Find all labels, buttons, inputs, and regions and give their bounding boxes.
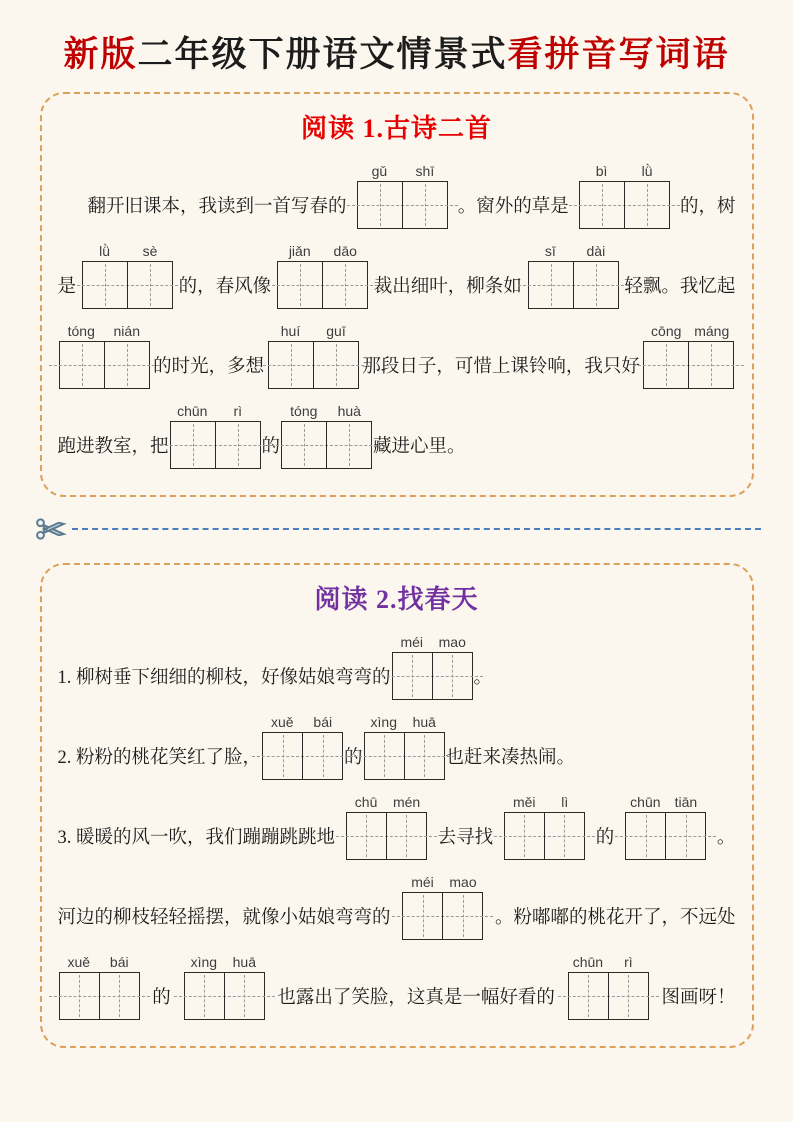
pinyin-syllable: huā [412, 714, 436, 730]
pinyin-syllable: rì [233, 403, 243, 419]
writing-cell [269, 342, 313, 388]
sentence-text: 的，春风像 [178, 277, 272, 297]
sentence-text: 也赶来凑热闹。 [445, 748, 576, 768]
pinyin-writing-box [402, 874, 483, 940]
writing-grid [184, 972, 265, 1020]
writing-cell [326, 422, 371, 468]
pinyin-writing-box [528, 243, 619, 309]
pinyin-label-row [59, 954, 140, 970]
sentence-text: 的 [261, 437, 281, 457]
pinyin-label-row [268, 323, 359, 339]
pinyin-syllable: dāo [333, 243, 357, 259]
writing-cell [278, 262, 322, 308]
pinyin-syllable: xìng [370, 714, 398, 730]
writing-cell [544, 813, 584, 859]
worksheet-line [58, 163, 736, 229]
sentence-text: 1. 柳树垂下细细的柳枝，好像姑娘弯弯的 [57, 668, 391, 688]
writing-cell [580, 182, 624, 228]
sentence-text: 的，树 [679, 197, 736, 217]
writing-cell [573, 262, 618, 308]
pinyin-syllable: xìng [190, 954, 218, 970]
writing-grid [281, 421, 372, 469]
worksheet-line [58, 954, 736, 1020]
section-2-title: 阅读 2.找春天 [314, 585, 479, 614]
pinyin-label-row [277, 243, 368, 259]
writing-cell [358, 182, 402, 228]
writing-cell [365, 733, 404, 779]
writing-cell [404, 733, 444, 779]
section-1-title: 阅读 1.古诗二首 [300, 114, 492, 143]
writing-cell [60, 973, 99, 1019]
sentence-text: 3. 暖暖的风一吹，我们蹦蹦跳跳地 [57, 828, 336, 848]
pinyin-writing-box [59, 323, 150, 389]
writing-grid [528, 261, 619, 309]
pinyin-label-row [364, 714, 445, 730]
writing-cell [688, 342, 733, 388]
writing-grid [364, 732, 445, 780]
pinyin-syllable: nián [113, 323, 140, 339]
pinyin-syllable: chūn [572, 954, 604, 970]
writing-grid [568, 972, 649, 1020]
pinyin-syllable: méi [411, 874, 434, 890]
sentence-text: 的 [595, 828, 615, 848]
pinyin-syllable: chū [354, 794, 378, 810]
writing-grid [402, 892, 483, 940]
pinyin-label-row [82, 243, 173, 259]
sentence-text: 2. 粉粉的桃花笑红了脸， [57, 748, 262, 768]
pinyin-syllable: bái [109, 954, 129, 970]
pinyin-syllable: lǜ [641, 163, 653, 179]
pinyin-label-row [402, 874, 483, 890]
pinyin-syllable: xuě [67, 954, 91, 970]
pinyin-writing-box [268, 323, 359, 389]
writing-cell [282, 422, 326, 468]
writing-cell [665, 813, 705, 859]
pinyin-syllable: gǔ [371, 163, 388, 179]
sentence-text: 藏进心里。 [373, 437, 466, 457]
writing-cell [185, 973, 224, 1019]
sentence-text: 也露出了笑脸，这真是一幅好看的 [277, 988, 555, 1008]
pinyin-writing-box [643, 323, 734, 389]
pinyin-writing-box [364, 714, 445, 780]
sentence-text: 裁出细叶，柳条如 [373, 277, 522, 297]
writing-cell [347, 813, 386, 859]
pinyin-syllable: chūn [177, 403, 208, 419]
pinyin-syllable: chūn [630, 794, 661, 810]
title-part-new-edition: 新版 [63, 35, 138, 74]
writing-cell [127, 262, 172, 308]
writing-cell [83, 262, 127, 308]
page-title [0, 0, 793, 76]
sentence-text: 。 [716, 828, 736, 848]
pinyin-syllable: máng [694, 323, 730, 339]
pinyin-syllable: tóng [67, 323, 95, 339]
writing-grid [82, 261, 173, 309]
pinyin-label-row [357, 163, 448, 179]
worksheet-line [57, 714, 736, 780]
pinyin-writing-box [82, 243, 173, 309]
writing-cell [569, 973, 608, 1019]
writing-cell [302, 733, 342, 779]
pinyin-syllable: mén [392, 794, 421, 810]
pinyin-syllable: bái [313, 714, 333, 730]
writing-cell [263, 733, 302, 779]
pinyin-label-row [346, 794, 427, 810]
pinyin-syllable: tiān [674, 794, 698, 810]
sentence-text: 轻飘。我忆起 [624, 277, 736, 297]
writing-grid [170, 421, 261, 469]
pinyin-syllable: sī [544, 243, 556, 259]
pinyin-syllable: mao [449, 874, 477, 890]
writing-grid [357, 181, 448, 229]
sentence-text: 跑进教室，把 [57, 437, 169, 457]
pinyin-syllable: rì [624, 954, 633, 970]
section-2-lines [57, 634, 736, 1020]
sentence-text: 翻开旧课本，我读到一首写春的 [87, 197, 347, 217]
writing-grid [504, 812, 585, 860]
sentence-text: 。粉嘟嘟的桃花开了，不远处 [494, 908, 736, 928]
pinyin-syllable: shī [415, 163, 435, 179]
worksheet-line [57, 634, 736, 700]
writing-cell [403, 893, 442, 939]
pinyin-label-row [392, 634, 473, 650]
pinyin-syllable: xuě [270, 714, 294, 730]
pinyin-writing-box [281, 403, 372, 469]
pinyin-label-row [184, 954, 265, 970]
pinyin-syllable: cōng [651, 323, 682, 339]
title-part-pinyin-words: 看拼音写词语 [507, 35, 730, 74]
pinyin-writing-box [568, 954, 649, 1020]
sentence-text: 是 [57, 277, 77, 297]
pinyin-writing-box [262, 714, 343, 780]
pinyin-writing-box [579, 163, 670, 229]
writing-cell [644, 342, 688, 388]
writing-cell [393, 653, 432, 699]
pinyin-label-row [579, 163, 670, 179]
writing-cell [322, 262, 367, 308]
pinyin-writing-box [59, 954, 140, 1020]
sentence-text: 河边的柳枝轻轻摇摆，就像小姑娘弯弯的 [57, 908, 391, 928]
pinyin-label-row [625, 794, 706, 810]
pinyin-syllable: guī [326, 323, 346, 339]
writing-cell [402, 182, 447, 228]
pinyin-syllable: jiǎn [288, 243, 311, 259]
writing-grid [643, 341, 734, 389]
sentence-text: 的时光，多想 [153, 357, 265, 377]
section-reading-1 [40, 92, 754, 497]
writing-grid [59, 341, 150, 389]
pinyin-syllable: tóng [290, 403, 318, 419]
pinyin-label-row [643, 323, 734, 339]
pinyin-label-row [568, 954, 649, 970]
pinyin-label-row [170, 403, 261, 419]
writing-cell [104, 342, 149, 388]
writing-cell [626, 813, 665, 859]
pinyin-syllable: mao [438, 634, 466, 650]
cut-divider [34, 511, 761, 547]
writing-cell [505, 813, 544, 859]
writing-grid [579, 181, 670, 229]
writing-cell [171, 422, 215, 468]
writing-cell [432, 653, 472, 699]
writing-grid [392, 652, 473, 700]
sentence-text: 的 [152, 988, 171, 1008]
pinyin-writing-box [504, 794, 585, 860]
section-1-lines [57, 163, 736, 469]
writing-grid [625, 812, 706, 860]
pinyin-syllable: sè [142, 243, 158, 259]
writing-cell [386, 813, 426, 859]
pinyin-syllable: méi [400, 634, 424, 650]
worksheet-line [57, 794, 736, 860]
sentence-text: 的 [344, 748, 363, 768]
pinyin-label-row [281, 403, 372, 419]
pinyin-syllable: huà [337, 403, 361, 419]
pinyin-writing-box [392, 634, 473, 700]
writing-cell [529, 262, 573, 308]
sentence-text: 去寻找 [437, 828, 494, 848]
writing-grid [268, 341, 359, 389]
writing-cell [608, 973, 648, 1019]
writing-cell [442, 893, 482, 939]
pinyin-label-row [528, 243, 619, 259]
pinyin-syllable: lì [561, 794, 569, 810]
cut-line [72, 528, 761, 530]
writing-cell [99, 973, 139, 1019]
pinyin-syllable: huā [232, 954, 256, 970]
pinyin-writing-box [625, 794, 706, 860]
writing-cell [313, 342, 358, 388]
pinyin-syllable: bì [595, 163, 608, 179]
sentence-text: 图画呀！ [661, 988, 736, 1008]
pinyin-syllable: měi [512, 794, 536, 810]
writing-grid [59, 972, 140, 1020]
sentence-text: 。窗外的草是 [457, 197, 569, 217]
pinyin-writing-box [277, 243, 368, 309]
writing-cell [60, 342, 104, 388]
writing-cell [624, 182, 669, 228]
pinyin-syllable: lǜ [99, 243, 111, 259]
pinyin-label-row [59, 323, 150, 339]
pinyin-syllable: dài [586, 243, 606, 259]
pinyin-label-row [504, 794, 585, 810]
section-reading-2 [40, 563, 754, 1048]
worksheet-line [57, 243, 736, 309]
title-part-grade: 二年级下册语文情景式 [137, 35, 508, 74]
scissors-icon [34, 512, 68, 546]
worksheet-line [57, 403, 736, 469]
pinyin-writing-box [184, 954, 265, 1020]
writing-cell [215, 422, 260, 468]
worksheet-line [58, 323, 736, 389]
sentence-text: 那段日子，可惜上课铃响，我只好 [362, 357, 640, 377]
pinyin-writing-box [357, 163, 448, 229]
writing-grid [277, 261, 368, 309]
writing-grid [262, 732, 343, 780]
writing-grid [346, 812, 427, 860]
writing-cell [224, 973, 264, 1019]
sentence-text: 。 [473, 668, 493, 688]
pinyin-label-row [262, 714, 343, 730]
pinyin-syllable: huí [280, 323, 301, 339]
pinyin-writing-box [346, 794, 427, 860]
pinyin-writing-box [170, 403, 261, 469]
worksheet-line [57, 874, 736, 940]
